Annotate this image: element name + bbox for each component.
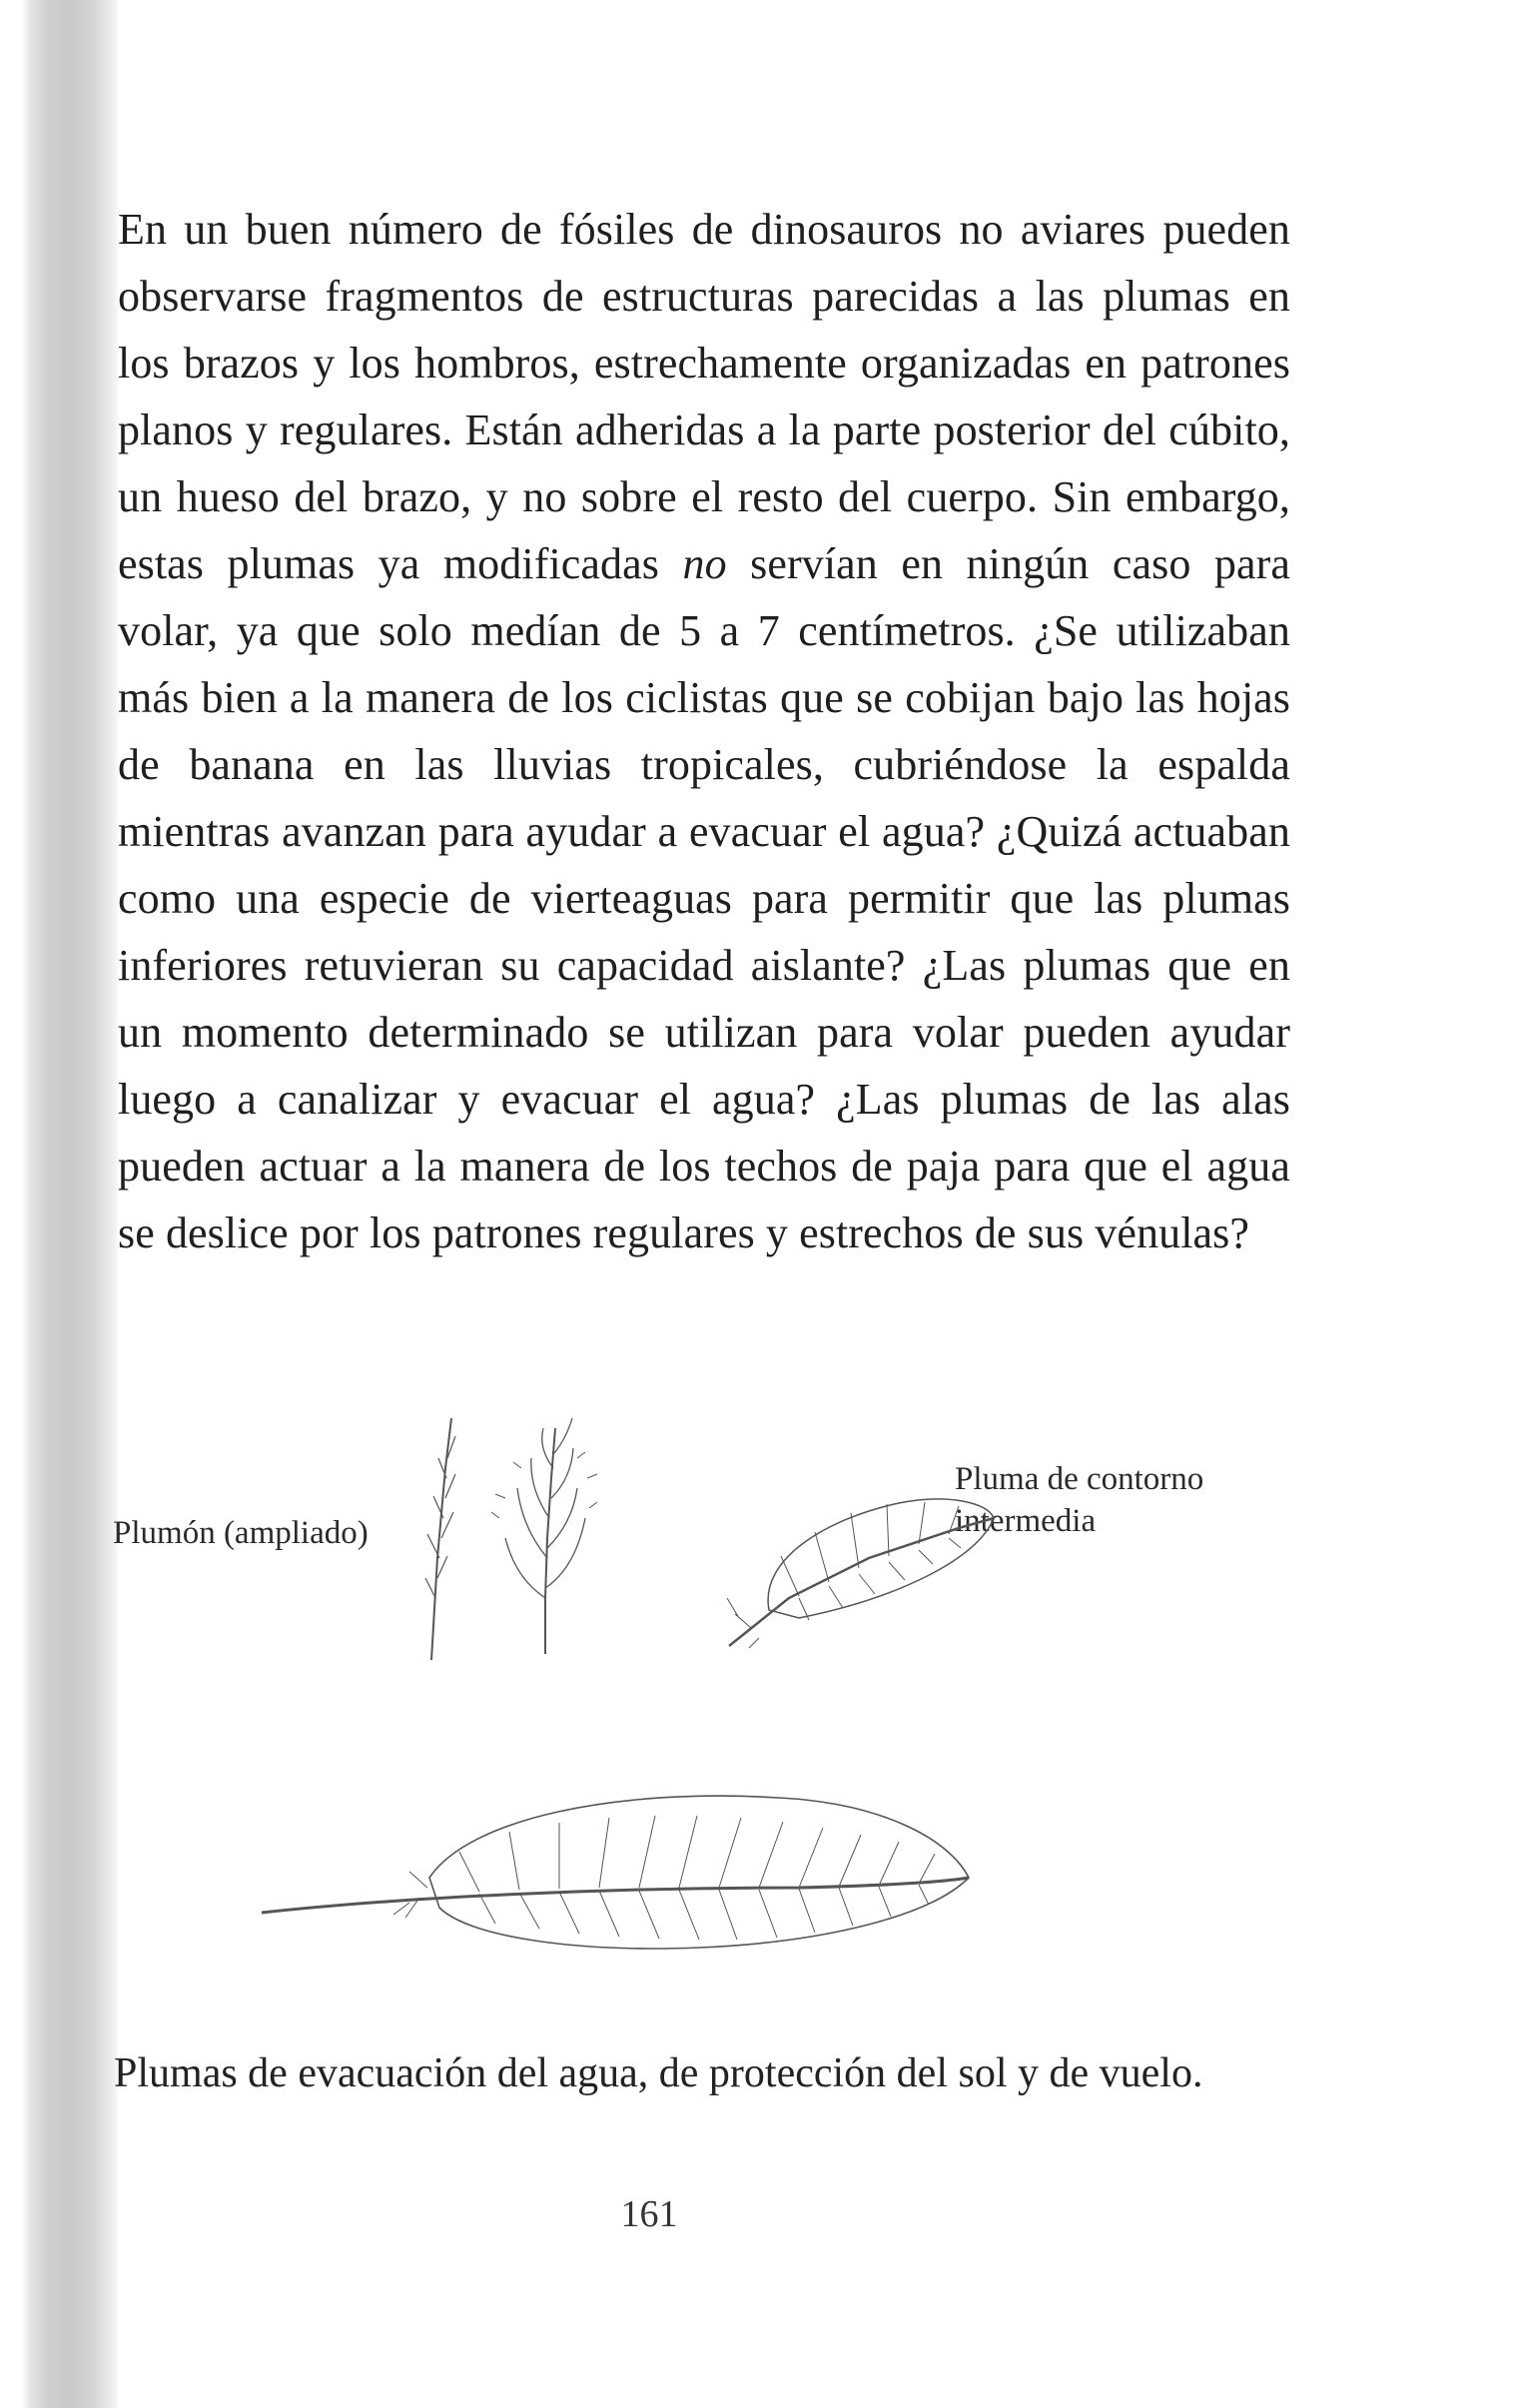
figure-caption: Plumas de evacuación del agua, de protección del sol y de vuelo.: [114, 2050, 1203, 2096]
down-feather-branched-drawing: [491, 1418, 597, 1654]
label-contour-line-1: Pluma de contorno: [955, 1461, 1204, 1497]
body-text-part-1: En un buen número de fósiles de dinosauros no aviares pueden observarse fragmentos de estructuras parecidas a las plumas en los brazos y los hombros, estrechamente organizadas en patrones planos y regulares. Están adheridas a la parte posterior del cúbito, un hueso del brazo, y no sobre el resto del cuerpo. Sin embargo, estas plumas ya modificadas: [118, 205, 1290, 588]
body-text-italic: no: [682, 539, 727, 588]
contour-feather-drawing: [727, 1499, 994, 1648]
down-feather-thin-drawing: [425, 1418, 455, 1660]
flight-feather-drawing: [262, 1796, 969, 1949]
label-down-feather: Plumón (ampliado): [113, 1515, 369, 1551]
body-text-part-2: servían en ningún caso para volar, ya que solo medían de 5 a 7 centímetros. ¿Se utilizaban más bien a la manera de los ciclistas que se cobijan bajo las hojas de banana en las lluvias tropicales, cubriéndose la espalda mientras avanzan para ayudar a evacuar el agua? ¿Quizá actuaban como una especie de vierteaguas para permitir que las plumas inferiores retuvieran su capacidad aislante? ¿Las plumas que en un momento determinado se utilizan para volar pueden ayudar luego a canalizar y evacuar el agua? ¿Las plumas de las alas pueden actuar a la manera de los techos de paja para que el agua se deslice por los patrones regulares y estrechos de sus vénulas?: [118, 539, 1290, 1257]
label-contour-line-2: intermedia: [955, 1503, 1097, 1539]
page-number: 161: [620, 2193, 678, 2235]
